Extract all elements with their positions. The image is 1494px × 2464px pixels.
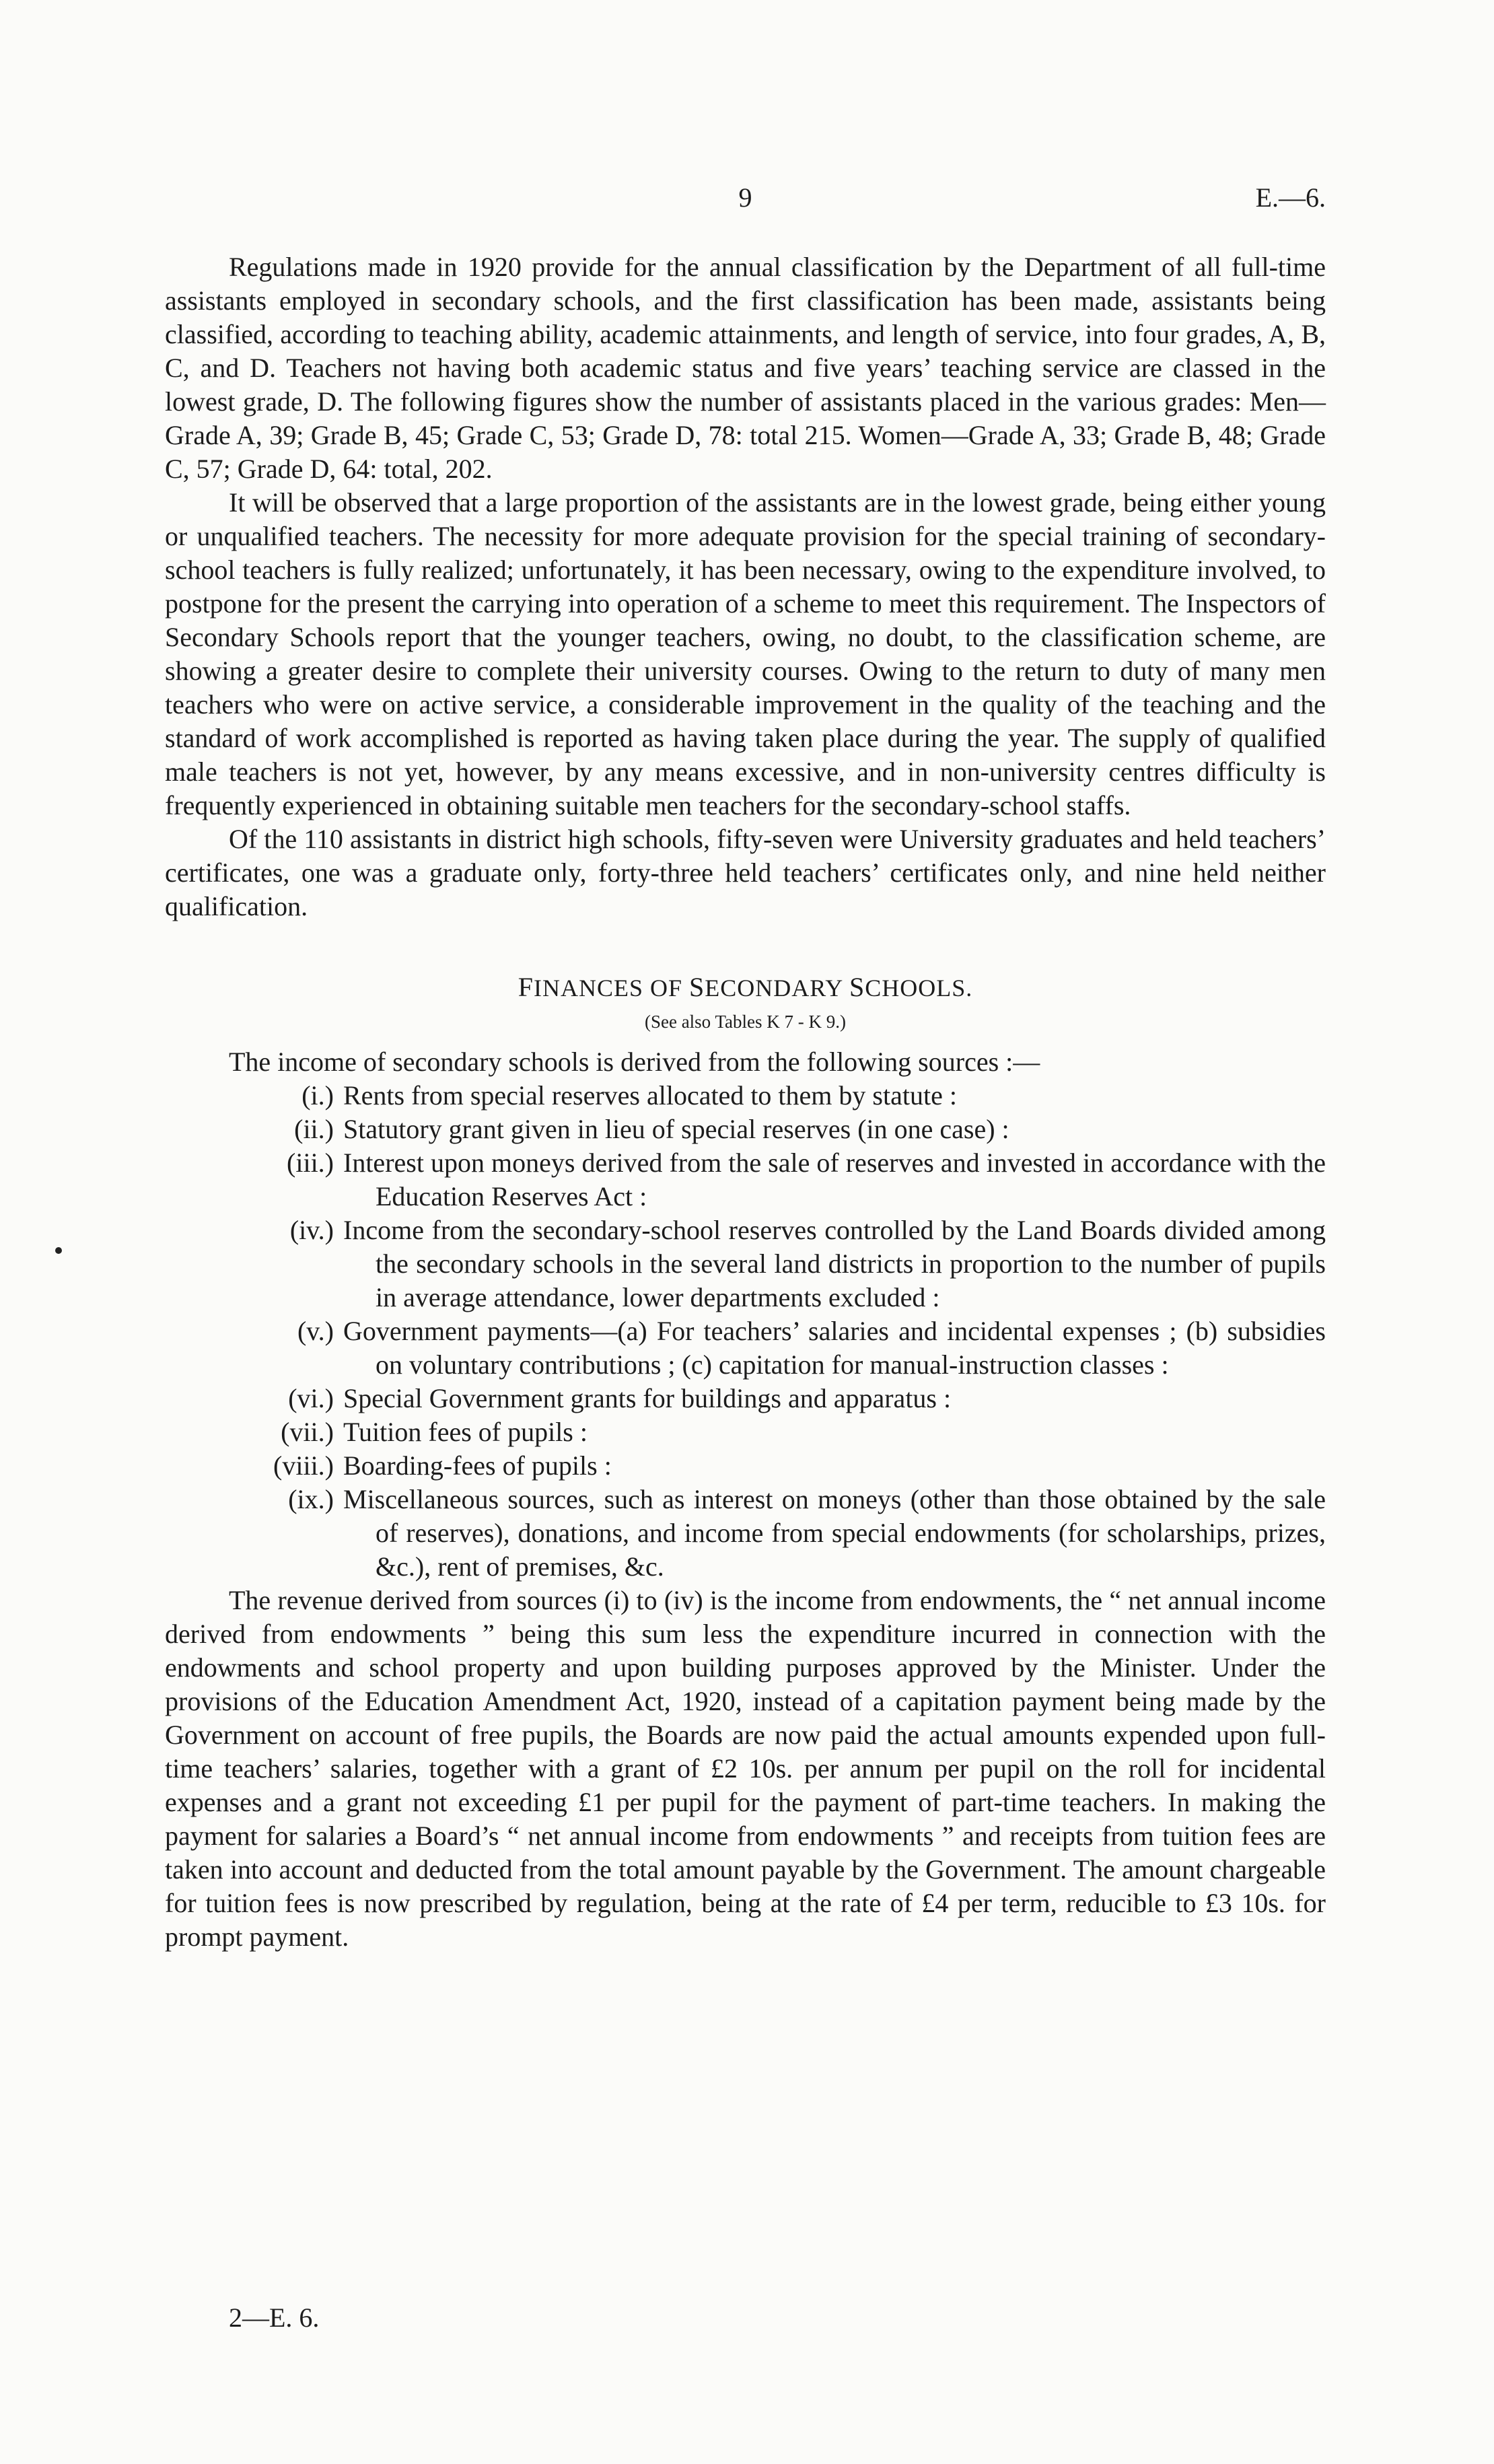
title-initial: S — [689, 972, 705, 1002]
list-item — [165, 1483, 1326, 1584]
section-title — [165, 971, 1326, 1005]
title-word: INANCES OF — [534, 975, 683, 1001]
title-initial: S — [849, 972, 865, 1002]
list-item-text: Income from the secondary-school reserves controlled by the Land Boards divided among the secondary schools in the several land districts in proportion to the number of pupils in average attendance, lower departments excluded : — [343, 1215, 1326, 1312]
list-item-number: (ii.) — [294, 1114, 334, 1144]
list-item — [165, 1213, 1326, 1314]
list-item — [165, 1382, 1326, 1415]
list-item-number: (vii.) — [281, 1417, 334, 1447]
list-item-number: (i.) — [301, 1080, 334, 1111]
list-item-number: (iii.) — [287, 1148, 334, 1178]
paragraph-sources-intro: The income of secondary schools is derived from the following sources :— — [229, 1047, 1040, 1077]
list-item — [165, 1079, 1326, 1113]
list-item-text: Tuition fees of pupils : — [343, 1417, 588, 1447]
margin-dot — [55, 1247, 62, 1254]
paragraph-lowest-grade: It will be observed that a large proportion of the assistants are in the lowest grade, being either young or unqualified teachers. The necessity for more adequate provision for the special training of secondary-school teachers is fully realized; unfortunately, it has been necessary, owing to the expenditure involved, to postpone for the present the carrying into operation of a scheme to meet this requirement. The Inspectors of Secondary Schools report that the younger teachers, owing, no doubt, to the classification scheme, are showing a greater desire to complete their university courses. Owing to the return to duty of many men teachers who were on active service, a considerable improvement in the quality of the teaching and the standard of work accomplished is reported as having taken place during the year. The supply of qualified male teachers is not yet, however, by any means excessive, and in non-university centres difficulty is frequently experienced in obtaining suitable men teachers for the secondary-school staffs. — [165, 487, 1326, 820]
list-item — [165, 1113, 1326, 1146]
list-item-number: (viii.) — [273, 1450, 334, 1481]
title-initial: F — [518, 972, 534, 1002]
list-item — [165, 1449, 1326, 1483]
page-number: 9 — [738, 182, 752, 213]
list-item-text: Government payments—(a) For teachers’ salaries and incidental expenses ; (b) subsidies on voluntary contributions ; (c) capitation for manual-instruction classes : — [343, 1316, 1326, 1380]
list-item — [165, 1415, 1326, 1449]
list-item — [165, 1146, 1326, 1213]
footer-reference: 2—E. 6. — [229, 2302, 320, 2333]
section-note: (See also Tables K 7 - K 9.) — [644, 1012, 847, 1032]
list-item-number: (v.) — [297, 1316, 334, 1346]
list-item-text: Boarding-fees of pupils : — [343, 1450, 612, 1481]
list-item-number: (vi.) — [288, 1383, 334, 1413]
list-item — [165, 1314, 1326, 1382]
list-item-text: Rents from special reserves allocated to them by statute : — [343, 1080, 957, 1111]
income-sources-list — [165, 1079, 1326, 1584]
list-item-number: (ix.) — [288, 1484, 334, 1514]
paragraph-revenue: The revenue derived from sources (i) to (iv) is the income from endowments, the “ net annual income derived from endowments ” being this sum less the expenditure incurred in connection with the endowments and school property and upon building purposes approved by the Minister. Under the provisions of the Education Amendment Act, 1920, instead of a capitation payment being made by the Government on account of free pupils, the Boards are now paid the actual amounts expended upon full-time teachers’ salaries, together with a grant of £2 10s. per annum per pupil on the roll for incidental expenses and a grant not exceeding £1 per pupil for the payment of part-time teachers. In making the payment for salaries a Board’s “ net annual income from endowments ” and receipts from tuition fees are taken into account and deducted from the total amount payable by the Government. The amount chargeable for tuition fees is now prescribed by regulation, being at the rate of £4 per term, reducible to £3 10s. for prompt payment. — [165, 1585, 1326, 1952]
body-text — [165, 250, 1326, 1954]
list-item-text: Miscellaneous sources, such as interest on moneys (other than those obtained by the sale of reserves), donations, and income from special endowments (for scholarships, prizes, &c.), rent of premises, &c. — [343, 1484, 1326, 1582]
list-item-text: Statutory grant given in lieu of special reserves (in one case) : — [343, 1114, 1009, 1144]
page-header — [165, 182, 1326, 222]
paragraph-district-high-schools: Of the 110 assistants in district high schools, fifty-seven were University graduates and held teachers’ certificates, one was a graduate only, forty-three held teachers’ certificates only, and nine held neither qualification. — [165, 824, 1326, 921]
list-item-text: Special Government grants for buildings and apparatus : — [343, 1383, 952, 1413]
list-item-text: Interest upon moneys derived from the sale of reserves and invested in accordance with the Education Reserves Act : — [343, 1148, 1326, 1211]
paragraph-classification: Regulations made in 1920 provide for the annual classification by the Department of all full-time assistants employed in secondary schools, and the first classification has been made, assistants being classified, according to teaching ability, academic attainments, and length of service, into four grades, A, B, C, and D. Teachers not having both academic status and five years’ teaching service are classed in the lowest grade, D. The following figures show the number of assistants placed in the various grades: Men—Grade A, 39; Grade B, 45; Grade C, 53; Grade D, 78: total 215. Women—Grade A, 33; Grade B, 48; Grade C, 57; Grade D, 64: total, 202. — [165, 252, 1326, 484]
document-reference: E.—6. — [1255, 182, 1326, 213]
title-word: CHOOLS. — [865, 975, 973, 1001]
list-item-number: (iv.) — [289, 1215, 334, 1245]
title-word: ECONDARY — [705, 975, 843, 1001]
